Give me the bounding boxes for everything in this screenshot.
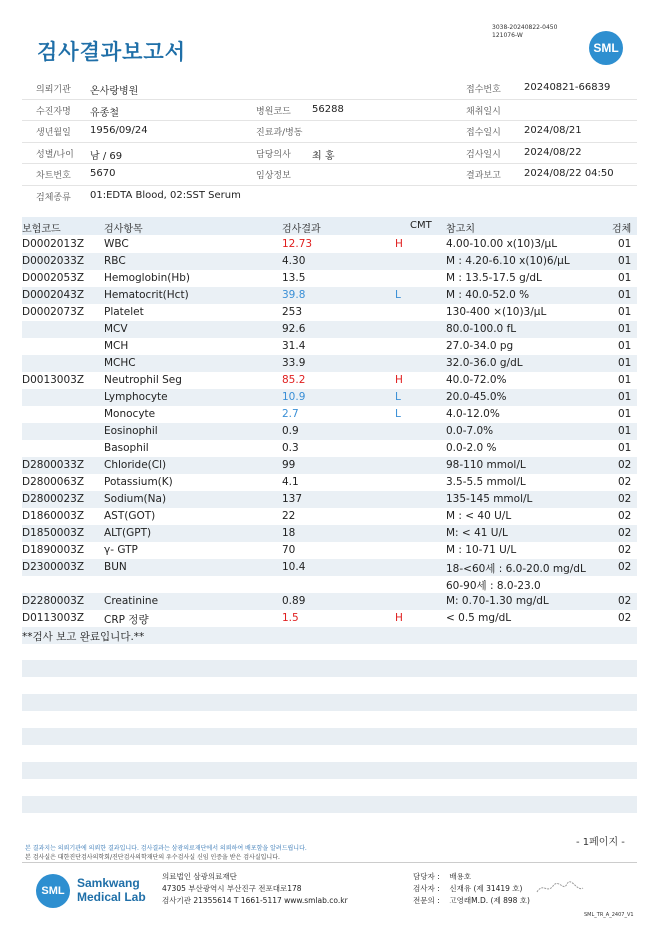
cell-result: 0.3: [282, 442, 299, 454]
info-row-name: [22, 100, 637, 122]
cell-code: D1890003Z: [22, 544, 85, 556]
cell-result: 10.9: [282, 391, 306, 403]
cell-specimen: 01: [618, 408, 632, 420]
cell-ref: 130-400 ×(10)3/μL: [446, 306, 547, 318]
cell-result: 85.2: [282, 374, 306, 386]
hospital-value: 온사랑병원: [90, 86, 139, 97]
table-row: [22, 525, 637, 542]
table-row: [22, 491, 637, 508]
staff-1-label: 담당자 :: [413, 872, 440, 881]
cell-ref: M : 13.5-17.5 g/dL: [446, 272, 542, 284]
cell-code: D0002033Z: [22, 255, 85, 267]
cell-specimen: 01: [618, 289, 632, 301]
cell-code: D0002073Z: [22, 306, 85, 318]
cell-result: 137: [282, 493, 303, 505]
specimen-label: 검체종류: [36, 192, 71, 203]
cell-result: 10.4: [282, 561, 306, 573]
dob-label: 생년월일: [36, 128, 71, 138]
institution-address: 47305 부산광역시 부산진구 전포대로178: [162, 884, 302, 893]
signature-scribble-icon: [535, 880, 585, 896]
receipt-date-label: 접수일시: [466, 128, 501, 138]
cell-result: 4.30: [282, 255, 306, 267]
cell-item: Platelet: [104, 306, 144, 318]
table-row: [22, 542, 637, 559]
cell-specimen: 02: [618, 612, 632, 624]
cell-ref: M : 4.20-6.10 x(10)6/μL: [446, 255, 570, 267]
cell-item: Eosinophil: [104, 425, 158, 437]
form-id: SML_TR_A_2407_V1: [584, 912, 634, 918]
cell-ref: 18-<60세 : 6.0-20.0 mg/dL: [446, 563, 586, 575]
cell-specimen: 01: [618, 425, 632, 437]
empty-row: [22, 762, 637, 779]
cell-ref: 0.0-2.0 %: [446, 442, 497, 454]
cell-specimen: 01: [618, 357, 632, 369]
staff-1-value: 배용호: [449, 872, 472, 881]
cell-code: D2300003Z: [22, 561, 85, 573]
cell-flag: H: [395, 374, 403, 386]
info-row-specimen: [22, 186, 637, 207]
samkwang-logo-text: [77, 876, 146, 904]
cell-ref: 4.00-10.00 x(10)3/μL: [446, 238, 558, 250]
info-row-hospital: [22, 78, 637, 100]
header-cmt: CMT: [410, 220, 432, 231]
cell-code: D0002013Z: [22, 238, 85, 250]
cell-specimen: 02: [618, 561, 632, 573]
cell-result: 31.4: [282, 340, 306, 352]
cell-result: 2.7: [282, 408, 299, 420]
cell-item: ALT(GPT): [104, 527, 152, 539]
cell-result: 92.6: [282, 323, 306, 335]
cell-specimen: 01: [618, 442, 632, 454]
cell-item: Neutrophil Seg: [104, 374, 182, 386]
cell-ref: 135-145 mmol/L: [446, 493, 533, 505]
receipt-date-value: 2024/08/21: [524, 125, 582, 136]
cell-ref: M: < 41 U/L: [446, 527, 508, 539]
cell-ref: M: 0.70-1.30 mg/dL: [446, 595, 549, 607]
document-id: [492, 24, 557, 40]
table-row: [22, 559, 637, 576]
header-ref: 참고치: [446, 224, 475, 235]
table-row: [22, 389, 637, 406]
cell-specimen: 01: [618, 391, 632, 403]
table-row: [22, 236, 637, 253]
table-row: [22, 440, 637, 457]
cell-item: CRP 정량: [104, 614, 149, 626]
cell-specimen: 01: [618, 255, 632, 267]
cell-specimen: 01: [618, 306, 632, 318]
cell-ref: 80.0-100.0 fL: [446, 323, 517, 335]
sex-age-label: 성별/나이: [36, 149, 74, 160]
cell-code: D2800023Z: [22, 493, 85, 505]
staff-3-value: 고영래M.D. (제 898 호): [449, 896, 530, 905]
cell-ref: 32.0-36.0 g/dL: [446, 357, 523, 369]
cell-ref: 27.0-34.0 pg: [446, 340, 514, 352]
empty-row: [22, 796, 637, 813]
table-row: [22, 474, 637, 491]
cell-code: D1850003Z: [22, 527, 85, 539]
logo-line-2: Medical Lab: [77, 890, 146, 904]
table-row: [22, 304, 637, 321]
test-date-value: 2024/08/22: [524, 146, 582, 158]
cell-result: 13.5: [282, 272, 306, 284]
document-id-line-2: 121076-W: [492, 32, 523, 39]
cell-flag: H: [395, 612, 403, 624]
cell-flag: L: [395, 289, 401, 301]
cell-result: 99: [282, 459, 296, 471]
cell-result: 0.89: [282, 595, 306, 607]
hosp-code-value: 56288: [312, 103, 344, 115]
cell-ref: 3.5-5.5 mmol/L: [446, 476, 526, 488]
cell-specimen: 01: [618, 238, 632, 250]
table-row: [22, 270, 637, 287]
institution-contact: 검사기관 21355614 T 1661-5117 www.smlab.co.kr: [162, 896, 348, 905]
info-row-sex-age: [22, 143, 637, 165]
report-title: 검사결과보고서: [37, 40, 187, 64]
institution-info: [162, 871, 348, 907]
cell-code: D2800033Z: [22, 459, 85, 471]
cell-specimen: 02: [618, 595, 632, 607]
table-row: [22, 610, 637, 627]
cell-specimen: 02: [618, 493, 632, 505]
cell-flag: H: [395, 238, 403, 250]
cell-ref: M : < 40 U/L: [446, 510, 512, 522]
table-row: [22, 338, 637, 355]
cell-result: 70: [282, 544, 296, 556]
info-row-chart: [22, 164, 637, 186]
cell-item: WBC: [104, 238, 129, 250]
table-row: [22, 253, 637, 270]
cell-result: 39.8: [282, 289, 306, 301]
staff-2-label: 검사자 :: [413, 884, 440, 893]
cell-specimen: 01: [618, 374, 632, 386]
header-specimen: 검체: [612, 224, 632, 235]
cell-code: D1860003Z: [22, 510, 85, 522]
header-code: 보험코드: [22, 224, 61, 235]
notice-line-1: 본 결과지는 의뢰기관에 의뢰한 결과입니다. 검사결과는 삼광의료재단에서 의뢰하여 배포함을 알려드립니다.: [25, 845, 307, 852]
staff-3-label: 전문의 :: [413, 896, 440, 905]
receipt-no-label: 접수번호: [466, 85, 501, 95]
empty-row: [22, 694, 637, 711]
cell-flag: L: [395, 408, 401, 420]
cell-ref: 4.0-12.0%: [446, 408, 500, 420]
dept-label: 진료과/병동: [256, 128, 303, 138]
cell-item: MCH: [104, 340, 129, 352]
sml-logo-icon: SML: [589, 31, 623, 65]
cell-result: 253: [282, 306, 303, 318]
cell-result: 0.9: [282, 425, 299, 437]
cell-specimen: 01: [618, 340, 632, 352]
cell-ref: 98-110 mmol/L: [446, 459, 526, 471]
table-row: [22, 457, 637, 474]
name-value: 유종철: [90, 107, 119, 119]
collect-label: 채취일시: [466, 106, 501, 117]
cell-specimen: 02: [618, 459, 632, 471]
cell-code: D0002053Z: [22, 272, 85, 284]
table-row: [22, 406, 637, 423]
cell-item: γ- GTP: [104, 544, 138, 556]
cell-result: 33.9: [282, 357, 306, 369]
cell-item: Creatinine: [104, 595, 159, 607]
report-time-label: 결과보고: [466, 171, 501, 181]
table-row: [22, 287, 637, 304]
doctor-value: 최 홍: [312, 150, 335, 162]
sex-age-value: 남 / 69: [90, 150, 123, 162]
table-row: [22, 372, 637, 389]
cell-specimen: 02: [618, 510, 632, 522]
patient-info: [22, 78, 637, 206]
cell-result: 18: [282, 527, 296, 539]
chart-label: 차트번호: [36, 171, 71, 181]
table-row: [22, 423, 637, 440]
cell-item: BUN: [104, 561, 127, 573]
cell-specimen: 01: [618, 272, 632, 284]
info-row-dob: [22, 121, 637, 143]
cell-ref: 20.0-45.0%: [446, 391, 507, 403]
staff-info: [413, 871, 530, 907]
cell-item: AST(GOT): [104, 510, 156, 522]
cell-item: Monocyte: [104, 408, 156, 420]
table-row: [22, 321, 637, 338]
cell-ref: < 0.5 mg/dL: [446, 612, 512, 624]
cell-result: 4.1: [282, 476, 299, 488]
cell-item: Hemoglobin(Hb): [104, 272, 191, 284]
cell-specimen: 02: [618, 544, 632, 556]
specimen-value: 01:EDTA Blood, 02:SST Serum: [90, 189, 241, 201]
hospital-label: 의뢰기관: [36, 85, 71, 95]
cell-ref: M : 10-71 U/L: [446, 544, 517, 556]
table-row: [22, 627, 637, 644]
cell-item: MCHC: [104, 357, 136, 369]
cell-ref: M : 40.0-52.0 %: [446, 289, 530, 301]
table-row: [22, 508, 637, 525]
header-result: 검사결과: [282, 224, 321, 235]
test-date-label: 검사일시: [466, 149, 501, 160]
chart-value: 5670: [90, 168, 116, 179]
receipt-no-value: 20240821-66839: [524, 82, 611, 93]
logo-line-1: Samkwang: [77, 876, 140, 890]
cell-item: Potassium(K): [104, 476, 173, 488]
staff-2-value: 신재유 (제 31419 호): [449, 884, 523, 893]
cell-item: Hematocrit(Hct): [104, 289, 189, 301]
empty-row: [22, 660, 637, 677]
doctor-label: 담당의사: [256, 149, 291, 160]
cell-code: D0002043Z: [22, 289, 85, 301]
name-label: 수진자명: [36, 106, 71, 117]
samkwang-logo-icon: SML: [36, 874, 70, 908]
dob-value: 1956/09/24: [90, 125, 148, 136]
cell-result: 1.5: [282, 612, 299, 624]
cell-specimen: 01: [618, 323, 632, 335]
cell-item: Basophil: [104, 442, 149, 454]
table-row: [22, 576, 637, 593]
cell-specimen: 02: [618, 476, 632, 488]
report-time-value: 2024/08/22 04:50: [524, 168, 614, 179]
cell-specimen: 02: [618, 527, 632, 539]
results-table-header: [22, 217, 637, 235]
header-item: 검사항목: [104, 224, 143, 235]
cell-ref: 40.0-72.0%: [446, 374, 507, 386]
page-number: - 1페이지 -: [576, 837, 625, 848]
empty-row: [22, 728, 637, 745]
notice-line-2: 본 검사실은 대한진단검사의학회/진단검사의학재단의 우수검사실 신임 인증을 받은 검사실입니다.: [25, 854, 280, 861]
cell-item: Lymphocyte: [104, 391, 168, 403]
footer-divider: [22, 862, 637, 863]
institution-name: 의료법인 삼광의료재단: [162, 872, 237, 881]
cell-result: 22: [282, 510, 296, 522]
hosp-code-label: 병원코드: [256, 106, 291, 117]
document-id-line-1: 3038-20240822-0450: [492, 24, 558, 31]
cell-flag: L: [395, 391, 401, 403]
cell-code: D0013003Z: [22, 374, 85, 386]
cell-code: D2280003Z: [22, 595, 85, 607]
signature-image: [535, 880, 585, 898]
cell-item: RBC: [104, 255, 126, 267]
cell-code: **검사 보고 완료입니다.**: [22, 631, 145, 643]
results-table-body: [22, 236, 637, 644]
cell-ref: 0.0-7.0%: [446, 425, 494, 437]
cell-ref: 60-90세 : 8.0-23.0: [446, 580, 541, 592]
empty-row-bands: [22, 660, 637, 830]
cell-result: 12.73: [282, 238, 313, 250]
cell-code: D2800063Z: [22, 476, 85, 488]
table-row: [22, 355, 637, 372]
cell-item: Chloride(Cl): [104, 459, 167, 471]
clinical-label: 임상정보: [256, 171, 291, 181]
cell-item: Sodium(Na): [104, 493, 167, 505]
cell-item: MCV: [104, 323, 128, 335]
cell-code: D0113003Z: [22, 612, 85, 624]
table-row: [22, 593, 637, 610]
